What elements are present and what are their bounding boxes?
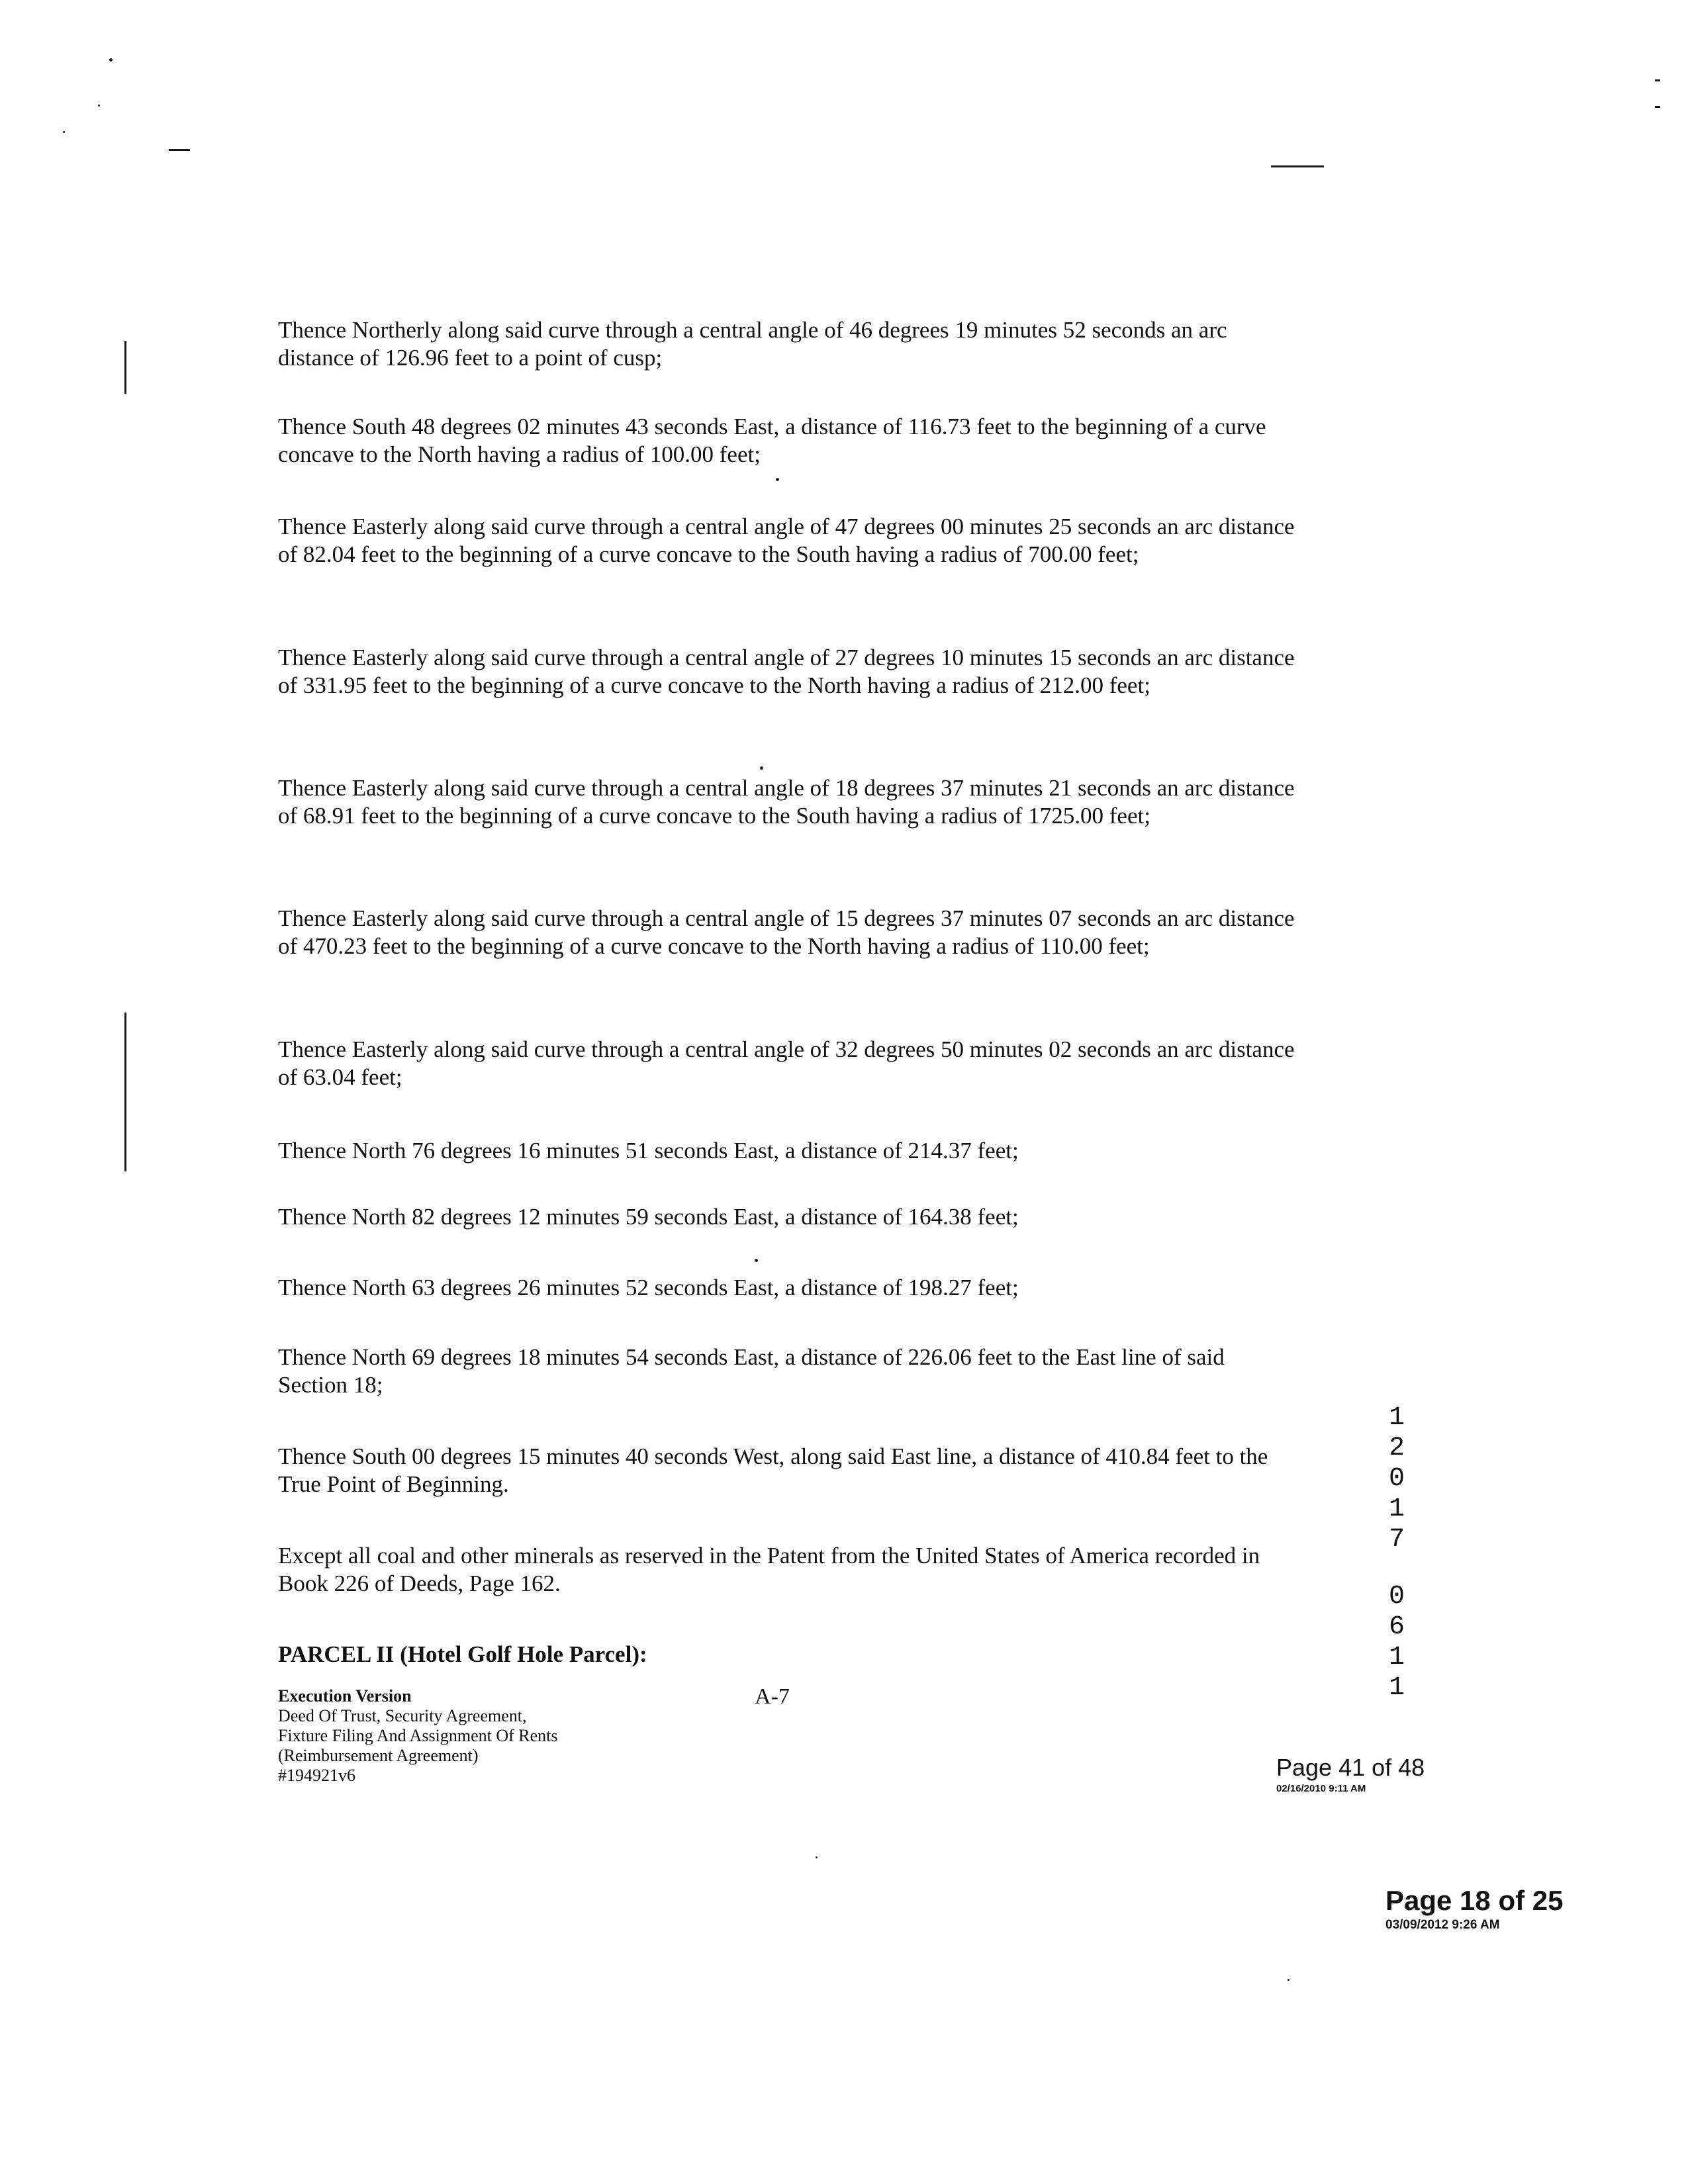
body-paragraph: Thence Easterly along said curve through a central angle of 32 degrees 50 minutes 02 seconds an arc distance of 63.04 feet; xyxy=(278,1036,1295,1090)
body-paragraph: Thence North 63 degrees 26 minutes 52 seconds East, a distance of 198.27 feet; xyxy=(278,1275,1019,1300)
body-paragraph: Thence North 69 degrees 18 minutes 54 seconds East, a distance of 226.06 feet to the East line of said Section 18; xyxy=(278,1344,1225,1398)
recording-number xyxy=(1387,1403,1407,1704)
body-paragraph: Thence South 48 degrees 02 minutes 43 seconds East, a distance of 116.73 feet to the beginning of a curve concave to the North having a radius of 100.00 feet; xyxy=(278,414,1266,467)
page-stamp-inner xyxy=(1276,1754,1425,1794)
recording-digit: 1 xyxy=(1388,1403,1405,1433)
page-stamp-outer xyxy=(1385,1885,1563,1933)
recording-digit: 2 xyxy=(1388,1433,1405,1463)
recording-digit: 7 xyxy=(1388,1525,1405,1555)
scan-speck xyxy=(816,1856,818,1858)
body-paragraph: Thence Easterly along said curve through a central angle of 18 degrees 37 minutes 21 seconds an arc distance of 68.91 feet to the beginning of a curve concave to the South having a radius of 1725.00 feet; xyxy=(278,775,1295,829)
scan-dash xyxy=(1271,165,1324,167)
margin-line xyxy=(124,1013,126,1171)
recording-digit: 1 xyxy=(1388,1494,1405,1524)
recording-digit: 1 xyxy=(1388,1673,1405,1703)
body-paragraph: Thence North 82 degrees 12 minutes 59 seconds East, a distance of 164.38 feet; xyxy=(278,1204,1019,1230)
footer-title-line: Deed Of Trust, Security Agreement, xyxy=(278,1706,527,1725)
footer-title-line: Fixture Filing And Assignment Of Rents xyxy=(278,1726,558,1745)
scan-dash xyxy=(169,149,190,151)
scan-speck xyxy=(63,131,65,133)
scan-speck xyxy=(1288,1979,1289,1981)
body-paragraph: Thence Easterly along said curve through a central angle of 27 degrees 10 minutes 15 seconds an arc distance of 331.95 feet to the beginning of a curve concave to the North having a radius of 212.00 feet; xyxy=(278,645,1295,698)
body-paragraph: Thence North 76 degrees 16 minutes 51 seconds East, a distance of 214.37 feet; xyxy=(278,1138,1019,1163)
body-paragraph: Thence Easterly along said curve through a central angle of 47 degrees 00 minutes 25 seconds an arc distance of 82.04 feet to the beginning of a curve concave to the South having a radius of 700.00 feet; xyxy=(278,514,1295,567)
edge-tick xyxy=(1655,106,1660,108)
parcel-heading: PARCEL II (Hotel Golf Hole Parcel): xyxy=(278,1641,647,1667)
body-paragraph: Thence Northerly along said curve through a central angle of 46 degrees 19 minutes 52 seconds an arc distance of 126.96 feet to a point of cusp; xyxy=(278,317,1227,371)
recording-digit: 1 xyxy=(1388,1643,1405,1672)
body-paragraph: Except all coal and other minerals as reserved in the Patent from the United States of America recorded in Book 226 of Deeds, Page 162. xyxy=(278,1543,1260,1596)
scan-speck xyxy=(760,766,763,770)
recording-digit: 6 xyxy=(1388,1612,1405,1642)
recording-digit: 0 xyxy=(1388,1582,1405,1612)
footer-document-info xyxy=(278,1686,558,1786)
body-paragraph: Thence South 00 degrees 15 minutes 40 seconds West, along said East line, a distance of 410.84 feet to the True Point of Beginning. xyxy=(278,1443,1268,1497)
scan-speck xyxy=(98,105,100,107)
footer-doc-id: #194921v6 xyxy=(278,1766,355,1785)
page-stamp-timestamp: 03/09/2012 9:26 AM xyxy=(1385,1918,1500,1932)
scan-speck xyxy=(776,478,779,481)
scan-speck xyxy=(755,1259,758,1262)
body-paragraph: Thence Easterly along said curve through a central angle of 15 degrees 37 minutes 07 seconds an arc distance of 470.23 feet to the beginning of a curve concave to the North having a radius of 110.00 feet; xyxy=(278,905,1295,959)
edge-tick xyxy=(1655,79,1660,81)
footer-version: Execution Version xyxy=(278,1686,412,1706)
recording-digit: 0 xyxy=(1388,1464,1405,1494)
page-stamp-number: Page 18 of 25 xyxy=(1385,1885,1564,1916)
margin-line xyxy=(124,341,126,394)
page-stamp-timestamp: 02/16/2010 9:11 AM xyxy=(1276,1783,1366,1794)
footer-page-ref: A-7 xyxy=(755,1684,790,1709)
footer-title-line: (Reimbursement Agreement) xyxy=(278,1746,479,1765)
scan-speck xyxy=(109,58,113,62)
page-stamp-number: Page 41 of 48 xyxy=(1276,1754,1425,1781)
